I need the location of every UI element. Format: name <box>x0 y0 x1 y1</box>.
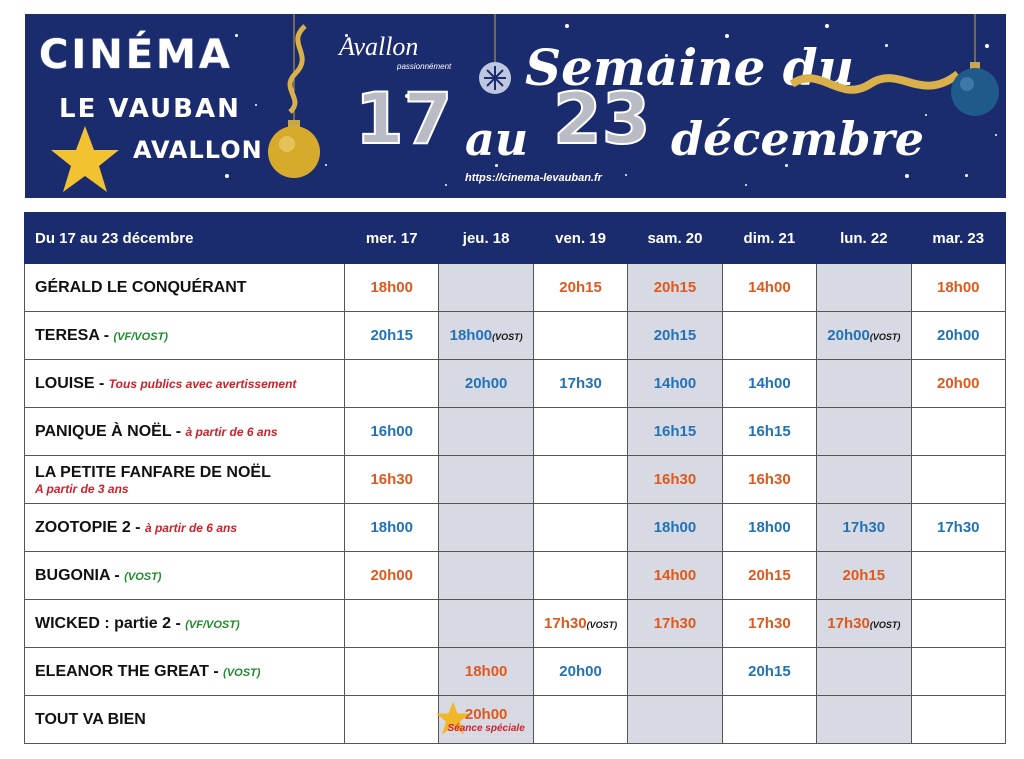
header-day: dim. 21 <box>722 213 816 264</box>
table-row <box>25 696 1006 744</box>
showtime-cell <box>817 312 911 360</box>
showtime: 16h30 <box>653 471 697 488</box>
showtime-cell <box>911 456 1005 504</box>
film-title: LOUISE - <box>35 374 109 392</box>
header-day: jeu. 18 <box>439 213 533 264</box>
version-note: (VOST) <box>492 332 523 342</box>
website-url: https://cinema-levauban.fr <box>465 172 602 184</box>
snow-dot <box>995 134 997 136</box>
showtime: 14h00 <box>653 375 697 392</box>
showtime-cell <box>911 360 1005 408</box>
film-title: PANIQUE À NOËL - <box>35 422 186 440</box>
showtime-cell <box>817 264 911 312</box>
showtime: 20h00 <box>936 375 980 392</box>
to-word: au <box>465 112 529 166</box>
showtime-cell <box>533 408 627 456</box>
film-title-cell <box>25 456 345 504</box>
showtime: 20h15 <box>748 663 791 680</box>
header-day: mar. 23 <box>911 213 1005 264</box>
film-note: A partir de 3 ans <box>35 481 129 496</box>
showtime-cell <box>533 312 627 360</box>
showtime-cell <box>439 504 533 552</box>
showtime: 17h30 <box>544 615 587 632</box>
film-note: (VOST) <box>223 666 261 679</box>
showtime: 18h00 <box>653 519 697 536</box>
table-row <box>25 312 1006 360</box>
showtime-cell <box>439 696 533 744</box>
brand-logo-text: Avallon <box>339 32 419 61</box>
showtime: 20h00 <box>827 327 870 344</box>
snow-dot <box>885 44 888 47</box>
showtime: 14h00 <box>653 567 697 584</box>
table-row <box>25 264 1006 312</box>
film-title: TERESA - <box>35 326 114 344</box>
snowflake-ornament-icon <box>475 14 515 104</box>
showtime-cell <box>911 648 1005 696</box>
showtime-cell <box>911 312 1005 360</box>
showtime-cell <box>628 312 722 360</box>
showtime-cell <box>722 504 816 552</box>
film-title-cell <box>25 360 345 408</box>
film-title-cell <box>25 648 345 696</box>
showtime-cell <box>911 600 1005 648</box>
showtime-cell <box>628 504 722 552</box>
showtime-cell <box>628 408 722 456</box>
showtime: 20h15 <box>653 327 697 344</box>
showtime-cell <box>817 648 911 696</box>
showtime-cell <box>911 504 1005 552</box>
version-note: (VOST) <box>586 620 618 630</box>
showtime: 17h30 <box>936 519 980 536</box>
gold-star-icon <box>49 124 121 194</box>
showtime-cell <box>439 600 533 648</box>
film-title-cell <box>25 312 345 360</box>
showtime-cell <box>722 456 816 504</box>
film-title-cell <box>25 600 345 648</box>
showtime-cell <box>628 552 722 600</box>
showtime-cell <box>911 552 1005 600</box>
cinema-name: LE VAUBAN <box>59 94 241 124</box>
showtime-cell <box>439 360 533 408</box>
snow-dot <box>905 174 909 178</box>
showtime: 17h30 <box>653 615 697 632</box>
table-header-row <box>25 213 1006 264</box>
showtime-cell <box>817 552 911 600</box>
showtime-cell <box>345 552 439 600</box>
snow-dot <box>225 174 229 178</box>
film-note: à partir de 6 ans <box>185 424 278 439</box>
showtime-cell <box>817 408 911 456</box>
showtime-cell <box>345 696 439 744</box>
showtime-cell <box>533 648 627 696</box>
showtime: 14h00 <box>748 279 791 296</box>
showtime-cell <box>722 552 816 600</box>
month-label: décembre <box>671 112 925 166</box>
showtime-cell <box>722 408 816 456</box>
header-day: sam. 20 <box>628 213 722 264</box>
showtime: 20h15 <box>842 567 886 584</box>
showtime-cell <box>533 696 627 744</box>
showtime-cell <box>722 648 816 696</box>
showtime-cell <box>533 552 627 600</box>
showtime: 16h30 <box>748 471 791 488</box>
showtime-cell <box>345 600 439 648</box>
showtime-cell <box>533 360 627 408</box>
showtime-cell <box>345 504 439 552</box>
snow-dot <box>925 114 927 116</box>
showtime: 18h00 <box>449 327 493 344</box>
film-title: BUGONIA - <box>35 566 125 584</box>
gold-ribbon-icon <box>790 54 960 114</box>
showtime-cell <box>817 360 911 408</box>
film-note: (VOST) <box>124 570 162 583</box>
showtime: 20h00 <box>464 705 508 723</box>
film-note: Tous publics avec avertissement <box>108 376 297 391</box>
film-title: WICKED : partie 2 - <box>35 614 186 632</box>
table-row <box>25 504 1006 552</box>
showtime-cell <box>533 504 627 552</box>
showtime: 20h00 <box>370 567 413 584</box>
showtime-cell <box>817 504 911 552</box>
showtime: 18h00 <box>464 663 508 680</box>
showtime-cell <box>628 648 722 696</box>
showtime-cell <box>533 264 627 312</box>
showtime: 16h30 <box>370 471 413 488</box>
showtime-cell <box>911 264 1005 312</box>
film-title-cell <box>25 408 345 456</box>
film-title-cell <box>25 552 345 600</box>
film-note: à partir de 6 ans <box>144 520 237 535</box>
snow-dot <box>745 184 747 186</box>
showtime-cell <box>817 456 911 504</box>
cinema-title: CINÉMA <box>39 32 233 78</box>
film-note: (VF/VOST) <box>113 330 168 343</box>
showtime: 17h30 <box>842 519 886 536</box>
snow-dot <box>965 174 968 177</box>
showtime-cell <box>628 696 722 744</box>
table-row <box>25 408 1006 456</box>
header-day: mer. 17 <box>345 213 439 264</box>
film-title: ZOOTOPIE 2 - <box>35 518 145 536</box>
version-note: (VOST) <box>869 332 901 342</box>
header-day: lun. 22 <box>817 213 911 264</box>
table-row <box>25 360 1006 408</box>
showtime-cell <box>628 360 722 408</box>
showtime: 17h30 <box>827 615 870 632</box>
showtime: 18h00 <box>370 279 413 296</box>
showtime-cell <box>345 312 439 360</box>
table-row <box>25 552 1006 600</box>
header-day: ven. 19 <box>533 213 627 264</box>
showtime: 16h15 <box>653 423 697 440</box>
schedule-table <box>24 212 1006 744</box>
week-label: Semaine du <box>525 38 855 97</box>
showtime-cell <box>439 552 533 600</box>
cinema-city: AVALLON <box>133 136 263 164</box>
showtime-cell <box>722 312 816 360</box>
special-screening-label: Séance spéciale <box>447 722 525 734</box>
showtime: 17h30 <box>559 375 602 392</box>
showtime-cell <box>911 696 1005 744</box>
snow-dot <box>565 24 569 28</box>
film-title-cell <box>25 696 345 744</box>
start-day: 17 <box>355 78 453 160</box>
table-row <box>25 600 1006 648</box>
snow-dot <box>235 34 238 37</box>
showtime: 14h00 <box>748 375 791 392</box>
showtime-cell <box>722 600 816 648</box>
brand-tagline: passionnément <box>397 62 452 71</box>
showtime-cell <box>439 312 533 360</box>
showtime-cell <box>628 600 722 648</box>
showtime: 20h15 <box>370 327 413 344</box>
showtime-cell <box>722 264 816 312</box>
showtime: 16h00 <box>370 423 413 440</box>
showtime: 16h15 <box>748 423 791 440</box>
showtime: 20h15 <box>748 567 791 584</box>
showtime-cell <box>345 264 439 312</box>
showtime-cell <box>722 696 816 744</box>
gold-ribbon-icon <box>275 24 325 114</box>
showtime-cell <box>722 360 816 408</box>
showtime: 20h00 <box>936 327 980 344</box>
showtime-cell <box>439 264 533 312</box>
showtime-cell <box>345 456 439 504</box>
showtime-cell <box>628 264 722 312</box>
header-week-range: Du 17 au 23 décembre <box>25 213 345 264</box>
showtime: 18h00 <box>936 279 980 296</box>
snow-dot <box>255 104 257 106</box>
showtime: 17h30 <box>748 615 791 632</box>
blue-ornament-icon <box>945 14 1005 124</box>
showtime-cell <box>817 696 911 744</box>
showtime: 20h15 <box>653 279 697 296</box>
film-title: GÉRALD LE CONQUÉRANT <box>35 278 247 296</box>
showtime-cell <box>817 600 911 648</box>
showtime-cell <box>345 648 439 696</box>
film-title-cell <box>25 504 345 552</box>
showtime-cell <box>533 600 627 648</box>
snow-dot <box>445 184 447 186</box>
table-row <box>25 456 1006 504</box>
showtime: 18h00 <box>748 519 791 536</box>
showtime: 18h00 <box>370 519 413 536</box>
end-day: 23 <box>553 78 651 160</box>
film-title: LA PETITE FANFARE DE NOËL <box>35 463 271 481</box>
showtime-cell <box>439 408 533 456</box>
snow-dot <box>825 24 829 28</box>
showtime-cell <box>439 456 533 504</box>
showtime: 20h15 <box>559 279 602 296</box>
film-note: (VF/VOST) <box>185 618 240 631</box>
version-note: (VOST) <box>869 620 901 630</box>
header-banner <box>25 14 1006 198</box>
showtime: 20h00 <box>464 375 508 392</box>
showtime-cell <box>345 408 439 456</box>
snow-dot <box>625 174 627 176</box>
table-row <box>25 648 1006 696</box>
film-title: TOUT VA BIEN <box>35 710 146 728</box>
showtime-cell <box>439 648 533 696</box>
film-title: ELEANOR THE GREAT - <box>35 662 224 680</box>
showtime-cell <box>533 456 627 504</box>
film-title-cell <box>25 264 345 312</box>
showtime-cell <box>628 456 722 504</box>
showtime-cell <box>345 360 439 408</box>
showtime-cell <box>911 408 1005 456</box>
showtime: 20h00 <box>559 663 602 680</box>
